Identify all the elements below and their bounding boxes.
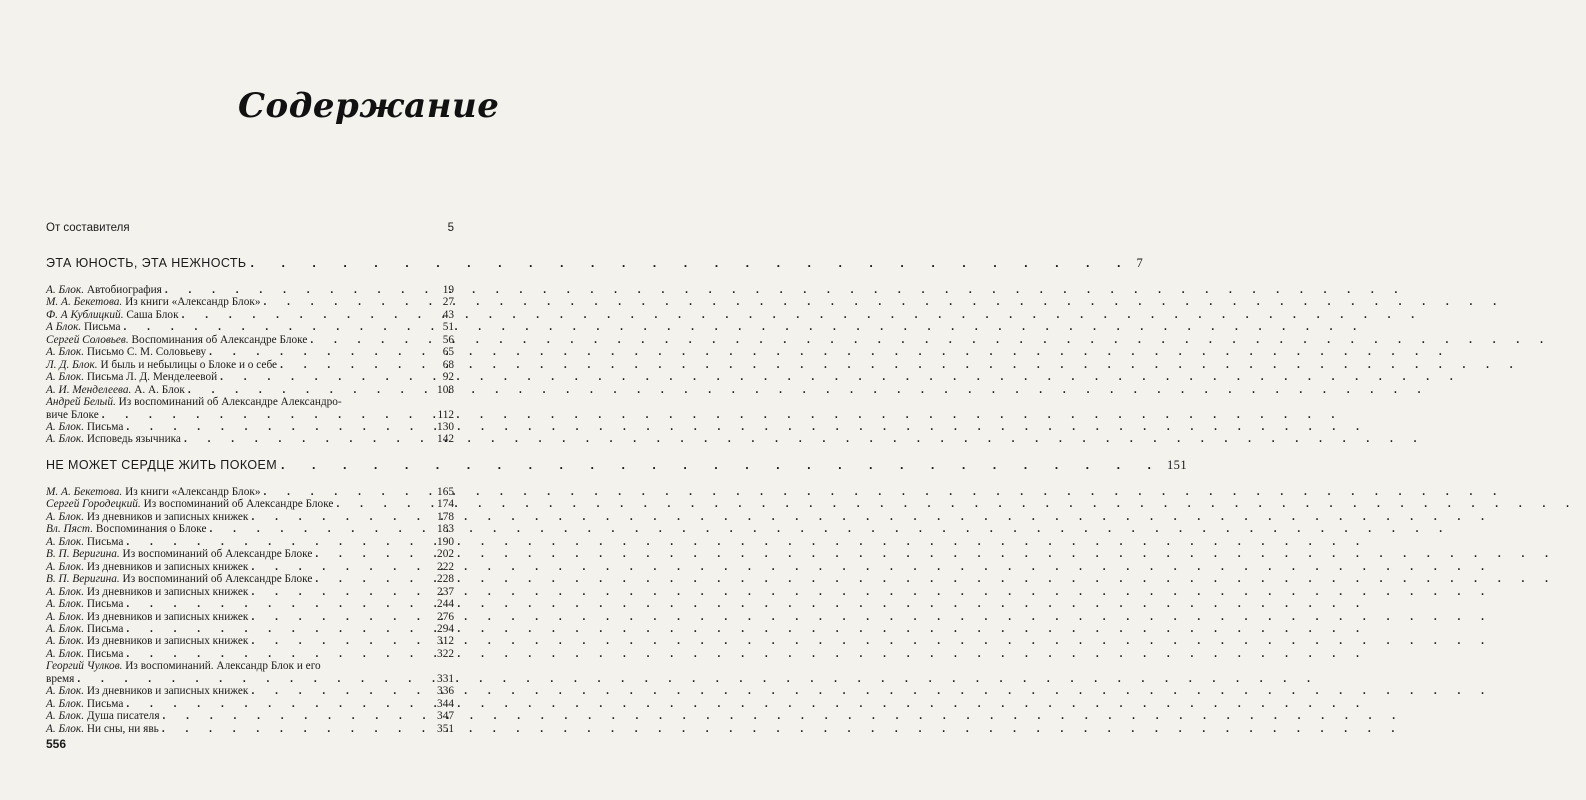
toc-entry-author: Андрей Белый. — [46, 396, 116, 409]
section-heading-text: НЕ МОЖЕТ СЕРДЦЕ ЖИТЬ ПОКОЕМ — [46, 458, 278, 472]
toc-entry[interactable] — [46, 723, 454, 735]
toc-entry-text: Из дневников и записных книжек — [86, 685, 249, 698]
toc-entry-author: А. Блок. — [46, 685, 85, 698]
toc-entry-page: 322 — [437, 647, 454, 660]
toc-intro-page: 5 — [447, 222, 454, 234]
toc-entry-title — [46, 635, 248, 647]
toc-entry[interactable] — [46, 346, 454, 358]
toc-entry[interactable] — [46, 673, 454, 685]
dot-leader — [126, 536, 429, 548]
toc-entry-author: А. Блок. — [46, 585, 85, 598]
toc-entry-title — [46, 409, 99, 421]
dot-leader — [210, 523, 429, 535]
toc-entry-text: Душа писателя — [86, 710, 160, 723]
toc-entry-page: 312 — [437, 635, 454, 648]
toc-entry-author: А. Блок. — [46, 535, 85, 548]
toc-entry-text: Из книги «Александр Блок» — [125, 486, 261, 498]
toc-entry-title — [46, 309, 179, 321]
toc-entry-title — [46, 321, 121, 333]
toc-entry-text: Из воспоминаний об Александре Блоке — [122, 548, 313, 561]
toc-entry-page: 331 — [437, 672, 454, 685]
dot-leader — [163, 710, 429, 722]
toc-entry-author: А. Блок. — [46, 710, 85, 723]
toc-entry-author: А. Блок. — [46, 560, 85, 573]
toc-entry-title — [46, 346, 206, 358]
toc-entry-text: Письма — [86, 697, 124, 710]
toc-entry[interactable] — [46, 548, 454, 560]
toc-entry[interactable] — [46, 648, 454, 660]
toc-entry-author: Сергей Соловьев. — [46, 333, 129, 346]
toc-entry-author: Вл. Пяст. — [46, 523, 94, 536]
toc-entry-title — [46, 710, 160, 722]
toc-entry-page: 19 — [442, 284, 454, 296]
toc-entry-page: 51 — [442, 321, 454, 334]
toc-entry-title — [46, 396, 342, 408]
toc-entry-text: Воспоминания об Александре Блоке — [131, 333, 308, 346]
toc-entry-text: Из воспоминаний об Александре Александро- — [118, 396, 342, 409]
dot-leader — [263, 486, 429, 498]
toc-entry[interactable] — [46, 611, 454, 623]
toc-entry-text: виче Блоке — [46, 408, 99, 421]
toc-entry-page: 202 — [437, 548, 454, 561]
toc-entry-author: М. А. Бекетова. — [46, 486, 123, 498]
dot-leader — [315, 573, 429, 585]
toc-entry-page: 92 — [442, 371, 454, 384]
toc-entry-text: Воспоминания о Блоке — [95, 523, 207, 536]
dot-leader — [220, 371, 429, 383]
dot-leader — [162, 723, 429, 735]
toc-entry-author: Сергей Городецкий. — [46, 498, 141, 511]
toc-entry-title — [46, 498, 333, 510]
toc-entry-text: И быль и небылицы о Блоке и о себе — [100, 358, 278, 371]
dot-leader — [184, 433, 429, 445]
dot-leader — [251, 511, 429, 523]
toc-entry[interactable] — [46, 296, 454, 308]
toc-entry-title — [46, 371, 217, 383]
toc-entry-title — [46, 296, 260, 308]
dot-leader — [126, 623, 429, 635]
toc-entry-page: 68 — [442, 358, 454, 371]
toc-entry-page: 336 — [437, 685, 454, 698]
dot-leader — [126, 648, 429, 660]
toc-entry[interactable] — [46, 359, 454, 371]
dot-leader — [77, 673, 429, 685]
toc-entry[interactable] — [46, 396, 454, 408]
toc-entry-text: Из дневников и записных книжек — [86, 635, 249, 648]
toc-entry[interactable] — [46, 660, 454, 672]
section-heading-page: 151 — [1167, 458, 1187, 472]
toc-entry-author: Л. Д. Блок. — [46, 358, 98, 371]
toc-entry-text: А. А. Блок — [134, 383, 185, 396]
toc-entry-text: время — [46, 672, 75, 685]
toc-entry-author: В. П. Веригина. — [46, 548, 120, 561]
toc-entry-author: А. Блок. — [46, 722, 85, 735]
toc-entry-page: 142 — [437, 433, 454, 446]
toc-section-2 — [46, 458, 1187, 735]
toc-intro-row[interactable] — [46, 222, 454, 234]
toc-entry-page: 190 — [437, 535, 454, 548]
dot-leader — [188, 384, 429, 396]
toc-entry-page: 112 — [437, 408, 454, 421]
dot-leader — [251, 635, 429, 647]
toc-entry-title — [46, 334, 307, 346]
toc-entry-author: В. П. Веригина. — [46, 573, 120, 586]
section-heading-page: 7 — [1136, 256, 1144, 270]
toc-entry[interactable] — [46, 523, 454, 535]
dot-leader — [102, 409, 429, 421]
toc-entry-page: 65 — [442, 346, 454, 359]
toc-entry-text: Письмо С. М. Соловьеву — [86, 346, 207, 359]
toc-entry-title — [46, 611, 248, 623]
toc-entry[interactable] — [46, 409, 454, 421]
dot-leader — [126, 421, 429, 433]
toc-entry-title — [46, 685, 248, 697]
toc-entry-text: Ни сны, ни явь — [86, 722, 159, 735]
toc-entry-author: А. Блок. — [46, 598, 85, 611]
toc-entry-author: А Блок. — [46, 321, 82, 334]
toc-entry-author: А. Блок. — [46, 510, 85, 523]
toc-entry-title — [46, 673, 74, 685]
toc-entry-page: 183 — [437, 523, 454, 536]
toc-entry-title — [46, 384, 185, 396]
toc-entry-page: 347 — [437, 710, 454, 723]
dot-leader — [251, 685, 429, 697]
toc-entry-title — [46, 511, 248, 523]
toc-entry[interactable] — [46, 511, 454, 523]
toc-entry-page: 43 — [442, 308, 454, 321]
dot-leader — [165, 284, 429, 296]
toc-entry-page: 27 — [442, 296, 454, 309]
toc-entry-title — [46, 598, 123, 610]
toc-intro-text: От составителя — [46, 222, 130, 234]
toc-entry-author: М. А. Бекетова. — [46, 296, 123, 309]
toc-entry-title — [46, 523, 207, 535]
toc-entry[interactable] — [46, 371, 454, 383]
toc-entry-text: Саша Блок — [126, 308, 179, 321]
toc-entry-text: Исповедь язычника — [86, 433, 181, 446]
toc-entry-author: А. Блок. — [46, 697, 85, 710]
toc-entry-title — [46, 433, 181, 445]
toc-entry[interactable] — [46, 334, 454, 346]
toc-entry-title — [46, 486, 260, 498]
toc-entry-text: Из воспоминаний об Александре Блоке — [122, 573, 313, 586]
dot-leader — [280, 359, 429, 371]
page-number: 556 — [46, 737, 67, 751]
toc-entry-text: Из дневников и записных книжек — [86, 560, 249, 573]
dot-leader — [251, 561, 429, 573]
toc-entry-title — [46, 586, 248, 598]
toc-entry[interactable] — [46, 486, 454, 498]
toc-entry[interactable] — [46, 421, 454, 433]
toc-entry-author: А. Блок. — [46, 610, 85, 623]
toc-entry-text: Письма — [84, 321, 121, 334]
toc-entry-page: 165 — [437, 486, 454, 498]
toc-entry-author: Георгий Чулков. — [46, 660, 123, 673]
toc-entry[interactable] — [46, 561, 454, 573]
toc-entry-title — [46, 573, 312, 585]
toc-entry-title — [46, 536, 123, 548]
toc-entry-title — [46, 284, 162, 296]
toc-entry-page: 108 — [437, 383, 454, 396]
page-title: Содержание — [238, 86, 500, 126]
toc-entry[interactable] — [46, 586, 454, 598]
toc-entry-author: А. Блок. — [46, 420, 85, 433]
toc-entry-title — [46, 623, 123, 635]
toc-entry-author: А. И. Менделеева. — [46, 383, 132, 396]
dot-leader — [251, 586, 429, 598]
toc-entry-text: Письма — [86, 420, 124, 433]
toc-entry-author: А. Блок. — [46, 346, 85, 359]
toc-entry[interactable] — [46, 710, 454, 722]
dot-leader — [336, 498, 429, 510]
toc-entries — [46, 486, 454, 735]
toc-entry-author: А. Блок. — [46, 622, 85, 635]
toc-entry-text: Из воспоминаний. Александр Блок и его — [125, 660, 321, 673]
toc-entry[interactable] — [46, 321, 454, 333]
toc-entry[interactable] — [46, 623, 454, 635]
toc-entry-title — [46, 723, 159, 735]
toc-entry-author: А. Блок. — [46, 284, 85, 296]
toc-entry[interactable] — [46, 536, 454, 548]
toc-entry-title — [46, 421, 123, 433]
toc-entry-page: 276 — [437, 610, 454, 623]
toc-entry-text: Автобиография — [86, 284, 162, 296]
toc-entry-page: 351 — [437, 722, 454, 735]
dot-leader — [315, 548, 429, 560]
toc-entry-page: 237 — [437, 585, 454, 598]
toc-entry[interactable] — [46, 384, 454, 396]
toc-entry[interactable] — [46, 698, 454, 710]
toc-entry-author: А. Блок. — [46, 647, 85, 660]
dot-leader — [310, 334, 429, 346]
toc-entry-title — [46, 561, 248, 573]
dot-leader — [182, 309, 429, 321]
toc-entry-page: 56 — [442, 333, 454, 346]
toc-entry-page: 130 — [437, 420, 454, 433]
dot-leader — [209, 346, 429, 358]
toc-entry-text: Из дневников и записных книжек — [86, 610, 249, 623]
toc-entry-page: 344 — [437, 697, 454, 710]
toc-entry-page: 174 — [437, 498, 454, 511]
dot-leader — [251, 611, 429, 623]
toc-entry-page: 228 — [437, 573, 454, 586]
toc-entry-page: 244 — [437, 598, 454, 611]
dot-leader — [124, 321, 429, 333]
toc-entry-page: 178 — [437, 510, 454, 523]
toc-entry-text: Письма — [86, 647, 124, 660]
toc-entry-title — [46, 660, 321, 672]
toc-entry[interactable] — [46, 598, 454, 610]
toc-entry-text: Письма — [86, 622, 124, 635]
toc-entry[interactable] — [46, 284, 454, 296]
toc-entry[interactable] — [46, 573, 454, 585]
dot-leader — [126, 598, 429, 610]
toc-entry-author: А. Блок. — [46, 433, 85, 446]
toc-entry-text: Из воспоминаний об Александре Блоке — [143, 498, 334, 511]
toc-entry-text: Письма — [86, 598, 124, 611]
toc-entry-text: Письма Л. Д. Менделеевой — [86, 371, 218, 384]
section-heading-text: ЭТА ЮНОСТЬ, ЭТА НЕЖНОСТЬ — [46, 256, 247, 270]
dot-leader — [263, 296, 429, 308]
toc-entry-text: Из книги «Александр Блок» — [125, 296, 261, 309]
toc-entry-text: Письма — [86, 535, 124, 548]
toc-entry-text: Из дневников и записных книжек — [86, 510, 249, 523]
toc-entry-title — [46, 648, 123, 660]
toc-entry-title — [46, 548, 312, 560]
toc-section-1 — [46, 256, 1144, 446]
toc-entry-page: 294 — [437, 622, 454, 635]
toc-entry-title — [46, 698, 123, 710]
toc-entries — [46, 284, 454, 446]
toc-entry-author: А. Блок. — [46, 371, 85, 384]
toc-entry-text: Из дневников и записных книжек — [86, 585, 249, 598]
toc-entry-page: 222 — [437, 560, 454, 573]
section-heading[interactable] — [46, 256, 1144, 271]
toc-entry[interactable] — [46, 498, 454, 510]
toc-entry[interactable] — [46, 685, 454, 697]
toc-entry[interactable] — [46, 433, 454, 445]
toc-entry-title — [46, 359, 277, 371]
dot-leader — [126, 698, 429, 710]
section-heading[interactable] — [46, 458, 1187, 473]
toc-entry[interactable] — [46, 635, 454, 647]
toc-entry-author: А. Блок. — [46, 635, 85, 648]
toc-entry[interactable] — [46, 309, 454, 321]
toc-entry-author: Ф. А Кублицкий. — [46, 308, 124, 321]
